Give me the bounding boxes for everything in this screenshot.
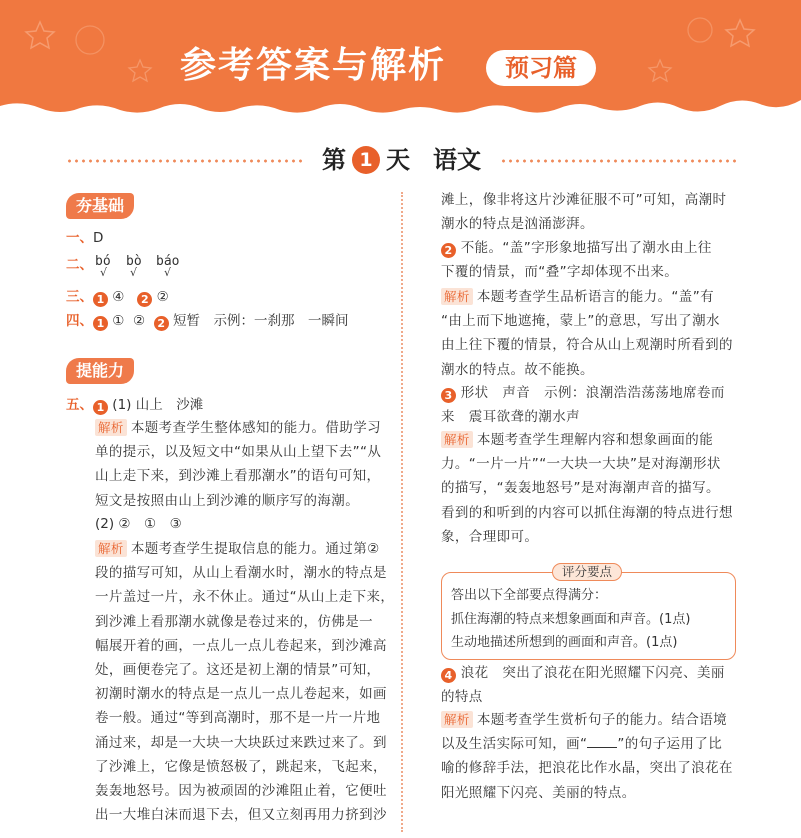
sub-num-2: 2 (154, 316, 169, 331)
analysis-tag: 解析 (441, 711, 473, 728)
analysis-line (95, 537, 395, 561)
scoring-line: 生动地描述所想到的画面和声音。(1点) (451, 635, 678, 650)
text-line: 一片盖过一片，永不休止。通过“从山上走下来， (95, 589, 395, 606)
text-line: 处，画便卷完了。这还是初上潮的情景”可知， (95, 662, 381, 679)
day-subject: 语文 (433, 146, 481, 174)
answer-4-num: 四、 (66, 313, 93, 329)
text-line: 初潮时潮水的特点是一点儿一点儿卷起来，如画 (95, 686, 387, 703)
answer-5-3 (441, 381, 741, 429)
analysis-continued (441, 188, 741, 236)
check-mark-icon: √ (100, 266, 108, 279)
text-line: 到沙滩上看那潮水就像是卷过来的，仿佛是一 (95, 613, 373, 630)
answer-1-text: D (93, 230, 104, 246)
underline-blank (587, 736, 617, 748)
text-line: 潮水的特点。故不能换。 (441, 361, 594, 378)
sub-num-1: 1 (93, 400, 108, 415)
day-label: 第 (322, 146, 346, 174)
answer-5-2: (2) ② ① ③ (95, 516, 182, 532)
text-line: 象，合理即可。 (441, 528, 539, 545)
text-segment: 以及生活实际可知，画“ (441, 736, 588, 753)
analysis-tag: 解析 (95, 540, 127, 557)
answer-3 (66, 288, 169, 307)
answer-line (441, 661, 741, 685)
answer-3-2: ② (156, 289, 169, 305)
answer-1 (66, 229, 103, 247)
sub-num-3: 3 (441, 388, 456, 403)
answer-2 (66, 256, 93, 274)
sub-num-1: 1 (93, 316, 108, 331)
text-line: 了沙滩上，它像是愤怒极了，跳起来，飞起来， (95, 758, 387, 775)
analysis-5-2 (95, 537, 395, 827)
check-mark-icon: √ (164, 266, 172, 279)
answer-line (441, 236, 741, 260)
pinyin-1: bó (95, 254, 111, 269)
text-line: 本题考查学生理解内容和想象画面的能 (476, 432, 714, 448)
answer-5-num: 五、 (66, 397, 93, 413)
text-line: 来 震耳欲聋的潮水声 (441, 409, 580, 426)
pinyin-3: báo (156, 254, 180, 269)
answer-3-1: ④ (112, 289, 125, 305)
text-line-with-blank (441, 732, 741, 756)
text-line: “由上而下地遮掩，蒙上”的意思，写出了潮水 (441, 313, 720, 330)
text-line: 的描写，“轰轰地怒号”是对海潮声音的描写。 (441, 480, 720, 497)
answer-4 (66, 312, 349, 331)
text-line: 形状 声音 示例：浪潮浩浩荡荡地席卷而 (460, 385, 725, 401)
analysis-line (441, 708, 741, 732)
answer-5 (66, 396, 203, 415)
column-divider (401, 192, 403, 832)
section-tag-ability: 提能力 (66, 358, 134, 384)
page-title: 参考答案与解析 (180, 45, 447, 86)
sub-num-4: 4 (441, 668, 456, 683)
text-line: 由上往下覆的情景，符合从山上观潮时所看到的 (441, 337, 733, 354)
section-tag-basics: 夯基础 (66, 193, 134, 219)
text-line: 下覆的情景，而“叠”字却体现不出来。 (441, 264, 679, 281)
text-line: 本题考查学生整体感知的能力。借助学习 (130, 420, 382, 436)
answer-5-1: (1) 山上 沙滩 (112, 397, 204, 413)
text-line: 山上走下来，到沙滩上看那潮水”的语句可知， (95, 468, 381, 485)
text-line: 段的描写可知，从山上看潮水时，潮水的特点是 (95, 565, 387, 582)
analysis-5-4 (441, 708, 741, 805)
day-heading (0, 143, 801, 177)
analysis-tag: 解析 (441, 288, 473, 305)
pinyin-2: bò (126, 254, 142, 269)
text-line: 涌过来，却是一大块一大块跃过来跌过来了。到 (95, 734, 387, 751)
text-line: 滩上，像非将这片沙滩征服不可”可知，高潮时 (441, 192, 727, 208)
analysis-line (441, 285, 741, 309)
scoring-line: 抓住海潮的特点来想象画面和声音。(1点) (451, 612, 691, 627)
text-segment: ”的句子运用了比 (617, 736, 723, 753)
analysis-line (95, 416, 395, 440)
text-line: 阳光照耀下闪亮、美丽的特点。 (441, 784, 636, 801)
text-line: 卷一般。通过“等到高潮时，那不是一片一片地 (95, 710, 381, 727)
analysis-tag: 解析 (441, 431, 473, 448)
analysis-5-1 (95, 416, 395, 513)
sub-num-1: 1 (93, 292, 108, 307)
answer-1-num: 一、 (66, 230, 93, 246)
text-line: 力。“一片一片”“一大块一大块”是对海潮形状 (441, 456, 721, 473)
text-line: 不能。“盖”字形象地描写出了潮水由上往 (460, 240, 712, 256)
text-line: 喻的修辞手法，把浪花比作水晶，突出了浪花在 (441, 760, 733, 777)
analysis-5-2b (441, 285, 741, 382)
day-number: 1 (352, 146, 380, 174)
text-line: 幅展开着的画，一点儿一点儿卷起来，到沙滩高 (95, 637, 387, 654)
text-line: 单的提示，以及短文中“如果从山上望下去”“从 (95, 444, 382, 461)
answer-4-2: 短暂 示例：一刹那 一瞬间 (173, 313, 349, 329)
edition-badge: 预习篇 (486, 50, 596, 86)
sub-num-2: 2 (441, 243, 456, 258)
dotted-rule-left (66, 159, 302, 163)
analysis-tag: 解析 (95, 419, 127, 436)
text-line: 出一大堆白沫而退下去，但又立刻再用力挤到沙 (95, 807, 387, 824)
text-line: 浪花 突出了浪花在阳光照耀下闪亮、美丽 (460, 665, 725, 681)
scoring-box-title: 评分要点 (552, 563, 622, 581)
sub-num-2: 2 (137, 292, 152, 307)
scoring-line: 答出以下全部要点得满分： (451, 588, 608, 603)
text-line: 潮水的特点是汹涌澎湃。 (441, 216, 594, 233)
answer-5-4 (441, 661, 741, 709)
text-line: 短文是按照由山上到沙滩的顺序写的海潮。 (95, 492, 360, 509)
answer-4-1a: ① (112, 313, 125, 329)
analysis-5-3 (441, 428, 741, 549)
text-line: 本题考查学生提取信息的能力。通过第② (130, 541, 380, 557)
answer-5-2b (441, 236, 741, 284)
day-tian: 天 (386, 146, 410, 174)
header-banner (0, 0, 801, 120)
text-line: 本题考查学生品析语言的能力。“盖”有 (476, 289, 714, 305)
dotted-rule-right (500, 159, 736, 163)
text-line: 本题考查学生赏析句子的能力。结合语境 (476, 712, 728, 728)
answer-line (441, 381, 741, 405)
text-line: 的特点 (441, 689, 483, 706)
answer-4-1b: ② (133, 313, 146, 329)
text-line: 轰轰地怒号。因为被顽固的沙滩阻止着，它便吐 (95, 783, 387, 800)
check-mark-icon: √ (130, 266, 138, 279)
analysis-line (441, 428, 741, 452)
text-line: 看到的和听到的内容可以抓住海潮的特点进行想 (441, 504, 733, 521)
answer-3-num: 三、 (66, 289, 93, 305)
answer-2-num: 二、 (66, 257, 93, 273)
